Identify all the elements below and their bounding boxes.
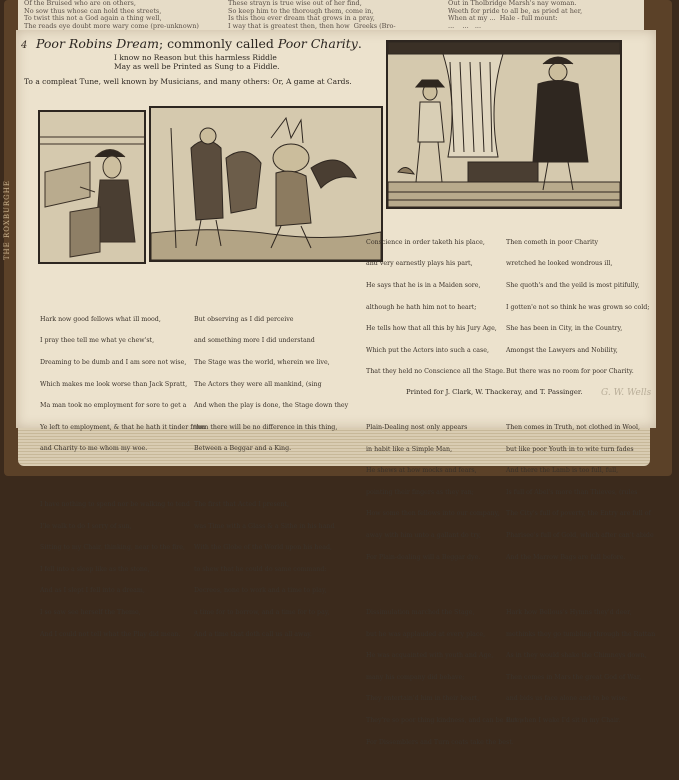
verse-line: Is full of Abel's more than Thieves, (rules <box>506 488 638 496</box>
verse-line: The City's full of poverty, the Entry are full of <box>506 510 651 518</box>
stanza <box>506 595 655 739</box>
handwritten-mark: 4 <box>21 40 28 51</box>
verse-line: Then comes in Truth, not clothed in Wool, <box>506 423 640 431</box>
verse-line: The Actors they were all mankind, (sing <box>194 380 322 388</box>
verse-line: But observing as I did perceive <box>194 315 294 323</box>
previous-page-col-2 <box>228 0 428 30</box>
previous-page-line: Is this thou ever dream that grows in a pray, <box>228 14 375 22</box>
verse-line: And when the play is done, the Stage down they <box>194 402 349 410</box>
verse-line: pointing their fingers as they ran; <box>366 488 474 496</box>
verse-line: Ma man took no employment for sore to get a <box>40 402 187 410</box>
verse-line: Sitting to my Chair, thinking, near to the fire, <box>40 544 186 552</box>
woodcut-man-at-desk <box>38 110 146 264</box>
verse-line: Dreaming to be dumb and I am sore not wise, <box>40 359 187 367</box>
title-part-1: Poor Robins Dream <box>36 36 159 51</box>
verse-line: But there was no room for poor Charity. <box>506 368 634 376</box>
verse-line: was Time with a Glass & a Sithe in his hand <box>194 522 335 530</box>
verse-line: Decrees, none to work and a time to play, <box>194 587 327 595</box>
verse-line: I have nothing to spend nor be walking to tend <box>40 500 190 508</box>
verse-line: I pray thee tell me what ye chew'st, <box>40 337 155 345</box>
stanza <box>40 486 205 652</box>
verse-line: and very earnestly plays his part, <box>366 260 473 268</box>
verse-column-2 <box>194 287 348 672</box>
imprint-line: Printed for J. Clark, W. Thackeray, and T. Passinger. <box>406 388 583 396</box>
stanza <box>194 486 348 652</box>
verse-line: Amongst the Lawyers and Nobility, <box>506 346 618 354</box>
verse-line: Dissimulation marched the Stage, <box>366 608 475 616</box>
spine-label: THE ROXBURGHE <box>3 180 11 261</box>
verse-line: I so saw see herself the Theme, <box>40 608 141 616</box>
subtitle-line-1: I know no Reason but this harmless Riddle <box>114 53 277 62</box>
verse-line: Plain-Dealing nost only appears <box>366 423 468 431</box>
previous-page-line: To twist this not a God again a thing well, <box>24 14 162 22</box>
verse-line: Conscience in order taketh his place, <box>366 238 485 246</box>
previous-page-col-1 <box>24 0 214 30</box>
verse-line: and Charity to me whom my woe. <box>40 445 148 453</box>
verse-line: I gotten'e not so think he was grown so cold; <box>506 303 650 311</box>
verse-line: a time for to borrow, and a time for to pay, <box>194 608 330 616</box>
verse-line: Then comes in Mars the great God of War, <box>506 673 642 681</box>
title-part-4: . <box>357 36 362 51</box>
verse-line: That they held no Conscience all the Stage. <box>366 368 506 376</box>
verse-line: They're so poor thing kindness, and can be sure, <box>366 717 522 725</box>
verse-line: I fell into a sleep like as the stone, <box>40 565 150 573</box>
verse-line: And the Marrow Bags are full before. <box>506 553 626 561</box>
verse-column-1 <box>40 287 205 672</box>
broadside-page <box>16 30 656 746</box>
previous-page-col-3 <box>448 0 638 30</box>
previous-page-strip <box>18 0 644 30</box>
previous-page-line: These strayn is true wise out of her find, <box>228 0 362 7</box>
stanza <box>194 301 348 467</box>
verse-line: And there the Lamb is too full, full, <box>506 467 619 475</box>
stanza <box>366 409 521 575</box>
woodcut-devil-scene <box>149 106 383 262</box>
verse-line: away with him unto a gallant do try, <box>366 531 481 539</box>
title-part-3: Poor Charity <box>277 36 358 51</box>
title-part-2: ; commonly called <box>158 36 278 51</box>
verse-line: many his company did behave; <box>366 673 465 681</box>
previous-page-line: So keep him to the thorough them, come in, <box>228 6 374 15</box>
verse-line: I'le walk to do I sorry of sun, <box>40 522 132 530</box>
verse-line: methinks they go tumbling through the Rattan <box>506 630 656 638</box>
woodcut-curtain-scene <box>386 40 622 209</box>
verse-line: Ye left to employment, & that he hath it tinder from <box>40 423 206 431</box>
verse-line: How some then fellows into our company, <box>366 510 500 518</box>
verse-line: wretched he looked wondrous ill, <box>506 260 613 268</box>
previous-page-line: The reads eye doubt more wary come (pre-unknown) <box>24 21 199 30</box>
verse-line: But when I wake I'd sit in my Chair. <box>506 717 621 725</box>
previous-page-line: Of the Bruised who are on others, <box>24 0 136 7</box>
verse-line: Which put the Actors into such a case, <box>366 346 489 354</box>
verse-line: They entertain'd him in their heart, <box>366 695 480 703</box>
verse-line: And as I slept I fell into a dream, <box>40 587 145 595</box>
verse-line: but he was applauded at every place, <box>366 630 486 638</box>
stanza <box>40 301 205 467</box>
verse-line: She has been in City, in the Country, <box>506 325 623 333</box>
ballad-title <box>36 36 362 51</box>
subtitle-line-2: May as well be Printed as Sung to a Fiddle. <box>114 62 280 71</box>
previous-page-line: I way that is greatest then, then how Greeks (Bro- <box>228 21 396 30</box>
verse-line: to shew that he could do same command: <box>194 565 327 573</box>
stanza <box>506 409 655 575</box>
verse-line: Between a Beggar and a King. <box>194 445 292 453</box>
previous-page-line: No sow thus whose can hold thee streets, <box>24 6 162 15</box>
verse-line: He tells how that all this by his Jury Age, <box>366 325 497 333</box>
verse-line: Then cometh in poor Charity <box>506 238 599 246</box>
verse-line: and something more I did understand <box>194 337 315 345</box>
verse-line: And I could not tell what the Play did mean. <box>40 630 181 638</box>
verse-line: Hark now good fellows what ill mood, <box>40 315 161 323</box>
tune-line: To a compleat Tune, well known by Musicians, and many others: Or, A game at Cards. <box>24 77 352 86</box>
verse-line: And a time that doth call us all away. <box>194 630 312 638</box>
verse-line: Pharisee's full of Gold, which after can't abide <box>506 531 654 539</box>
verse-line: in habit like a Simple Man, <box>366 445 453 453</box>
verse-line: Hark how Bellous's Hymns they'd deer, <box>506 608 632 616</box>
previous-page-line: Out in Tholbridge Marsh's nay woman. <box>448 0 577 7</box>
previous-page-line: Weeth for pride to all be, as pried at her, <box>448 6 583 15</box>
verse-line: then there will be no difference in this thing, <box>194 423 338 431</box>
previous-page-line: ... ... ... <box>448 21 482 30</box>
verse-line: With the Globe of the World upon his head, <box>194 544 333 552</box>
verse-line: As in they would shake the Chimneys down, <box>506 652 647 660</box>
verse-line: Which makes me look worse than Jack Spratt, <box>40 380 188 388</box>
verse-column-3 <box>366 210 521 780</box>
verse-line: The Stage was the world, wherein we live, <box>194 359 330 367</box>
verse-line: For Dissemblers and Turn coats take the best. <box>366 738 514 746</box>
verse-line: He shews at how mocks and fears, <box>366 467 477 475</box>
stanza <box>506 224 655 390</box>
verse-line: She quoth's and the yeild is most pitifully, <box>506 282 640 290</box>
verse-line: although he hath him not to heart; <box>366 303 477 311</box>
stanza <box>366 595 521 761</box>
verse-line: He was acquainted with youth and Age, <box>366 652 494 660</box>
verse-line: For Plain-dealing will a Beggar dye. <box>366 553 481 561</box>
verse-line: and bids us face alone and to be wise; <box>506 695 628 703</box>
verse-column-4 <box>506 210 655 758</box>
stanza <box>366 224 521 390</box>
pencil-signature: G. W. Wells <box>601 388 652 398</box>
verse-line: but like poor Youth in to wite turn fades <box>506 445 634 453</box>
previous-page-line: When at my ... Hale - full mount: <box>448 14 558 22</box>
verse-line: The first that Acted I present, <box>194 500 289 508</box>
verse-line: He says that he is in a Maiden sore, <box>366 282 481 290</box>
